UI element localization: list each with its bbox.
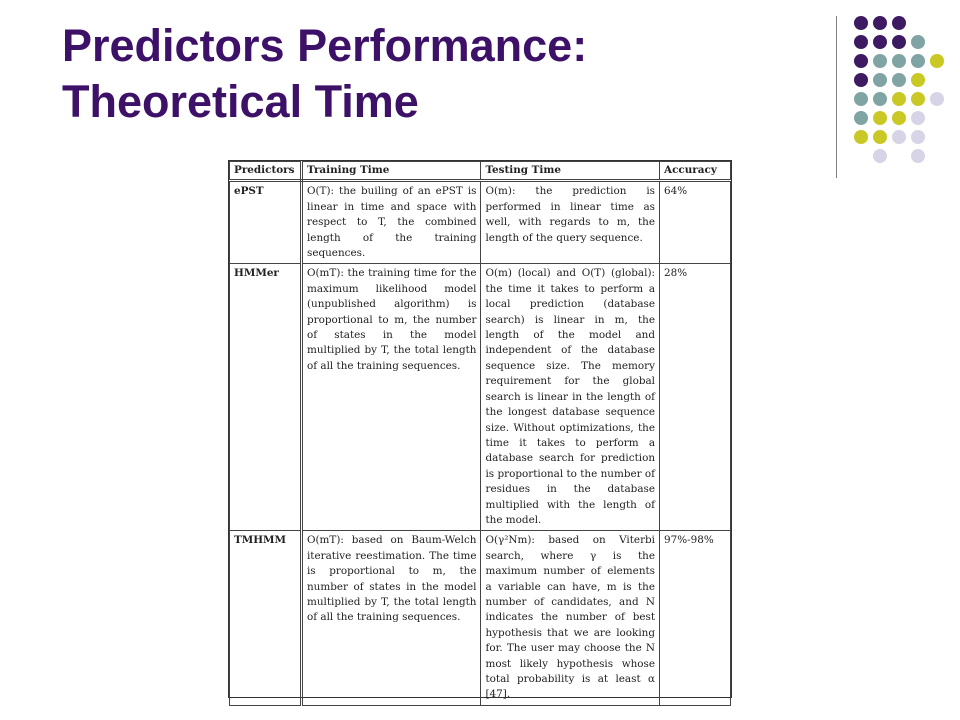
dot <box>892 111 906 125</box>
dot <box>854 92 868 106</box>
header-predictors: Predictors <box>230 162 302 181</box>
dot <box>892 35 906 49</box>
accuracy-cell: 64% <box>660 181 731 264</box>
dot <box>873 73 887 87</box>
dot <box>911 111 925 125</box>
dot <box>930 54 944 68</box>
table-row <box>230 531 731 706</box>
dot <box>911 92 925 106</box>
dot <box>892 16 906 30</box>
dot <box>873 16 887 30</box>
dot <box>911 35 925 49</box>
dot <box>911 54 925 68</box>
performance-table <box>229 161 731 706</box>
dot <box>854 111 868 125</box>
dot <box>892 92 906 106</box>
dot <box>911 73 925 87</box>
dot <box>911 130 925 144</box>
dot <box>873 149 887 163</box>
header-training-time: Training Time <box>301 162 481 181</box>
dot <box>892 130 906 144</box>
dot <box>854 35 868 49</box>
table-row <box>230 181 731 264</box>
dot <box>911 149 925 163</box>
training-time-cell: O(mT): the training time for the maximum likelihood model (unpublished algorithm) is proportional to m, the number of states in the model multiplied by T, the total length of all the training sequences. <box>301 264 481 531</box>
testing-time-cell: O(m): the prediction is performed in linear time as well, with regards to m, the length of the query sequence. <box>481 181 660 264</box>
testing-time-cell: O(γ²Nm): based on Viterbi search, where γ is the maximum number of elements a variable can have, m is the number of candidates, and N indicates the number of best hypothesis that we are looking for. The user may choose the N most likely hypothesis whose total probability is at least α [47]. <box>481 531 660 706</box>
dot <box>854 16 868 30</box>
accuracy-cell: 97%-98% <box>660 531 731 706</box>
slide-title-line-1: Predictors Performance: <box>62 20 588 71</box>
header-testing-time: Testing Time <box>481 162 660 181</box>
dot <box>854 73 868 87</box>
dot <box>873 130 887 144</box>
dot <box>873 111 887 125</box>
predictor-cell: TMHMM <box>230 531 302 706</box>
dot <box>873 35 887 49</box>
dot <box>873 92 887 106</box>
dot <box>930 92 944 106</box>
predictor-cell: ePST <box>230 181 302 264</box>
table-header-row <box>230 162 731 181</box>
dot <box>892 54 906 68</box>
training-time-cell: O(T): the builing of an ePST is linear in time and space with respect to T, the combined length of the training sequences. <box>301 181 481 264</box>
testing-time-cell: O(m) (local) and O(T) (global): the time it takes to perform a local prediction (database search) is linear in m, the length of the model and independent of the database sequence size. The memory requirement for the global search is linear in the length of the longest database sequence size. Without optimizations, the time it takes to perform a database search for prediction is proportional to the number of residues in the database multiplied with the length of the model. <box>481 264 660 531</box>
predictor-cell: HMMer <box>230 264 302 531</box>
dot <box>873 54 887 68</box>
header-accuracy: Accuracy <box>660 162 731 181</box>
dot <box>854 130 868 144</box>
training-time-cell: O(mT): based on Baum-Welch iterative reestimation. The time is proportional to m, the number of states in the model multiplied by T, the total length of all the training sequences. <box>301 531 481 706</box>
accuracy-cell: 28% <box>660 264 731 531</box>
table-row <box>230 264 731 531</box>
slide-title-line-2: Theoretical Time <box>62 76 419 127</box>
dot <box>892 73 906 87</box>
performance-table-image <box>228 160 732 701</box>
dot <box>854 54 868 68</box>
